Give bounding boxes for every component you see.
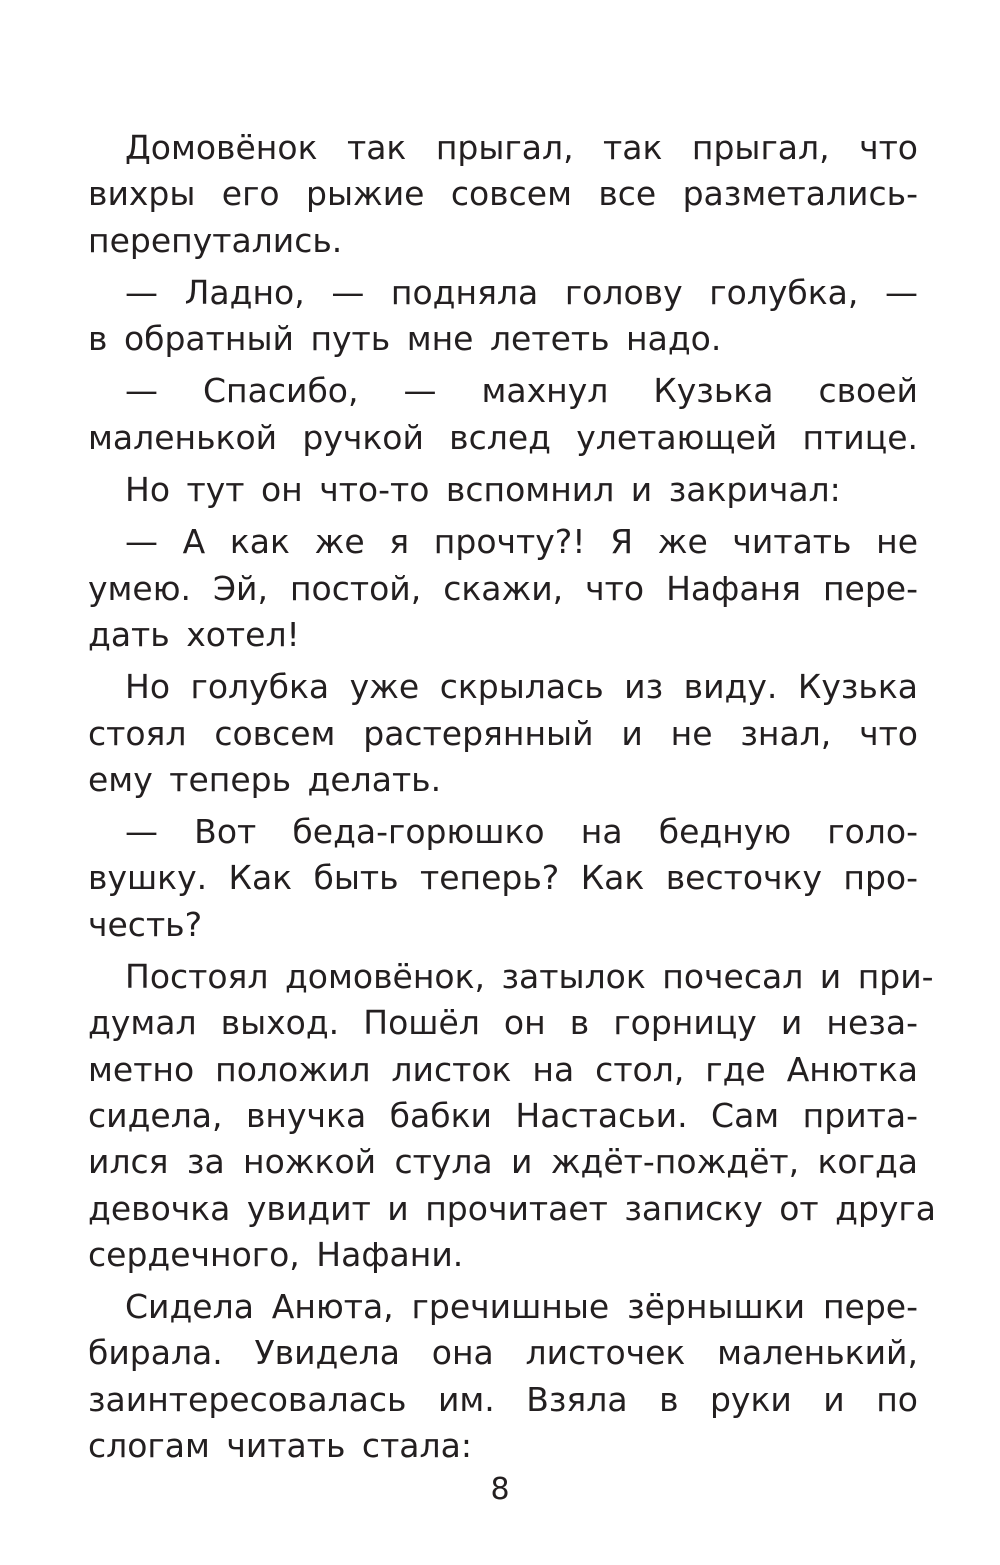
paragraph-4 [88,467,918,513]
text-line: дать хотел! [88,614,300,654]
text-line: в обратный путь мне лететь надо. [88,319,722,359]
text-line: ился за ножкой стула и ждёт-пождёт, когда [88,1142,918,1182]
paragraph-1 [88,125,918,264]
text-line: Сидела Анюта, гречишные зёрнышки пере- [125,1287,918,1327]
text-line: маленькой ручкой вслед улетающей птице. [88,417,918,457]
paragraph-5 [88,519,918,658]
paragraph-7 [88,809,918,948]
text-line: девочка увидит и прочитает записку от друга [88,1188,936,1228]
text-line: Постоял домовёнок, затылок почесал и при- [125,957,934,997]
text-line: — Спасибо, — махнул Кузька своей [125,371,918,411]
page-body [88,125,936,1475]
text-line: — Вот беда-горюшко на бедную голо- [125,812,918,852]
text-line: вушку. Как быть теперь? Как весточку про- [88,858,918,898]
text-line: думал выход. Пошёл он в горницу и неза- [88,1003,918,1043]
text-line: — Ладно, — подняла голову голубка, — [125,272,918,312]
page-number: 8 [490,1472,510,1507]
text-line: Но тут он что-то вспомнил и закричал: [125,470,841,510]
text-line: вихры его рыжие совсем все разметались- [88,174,918,214]
paragraph-8 [88,954,936,1278]
text-line: метно положил листок на стол, где Анютка [88,1049,918,1089]
text-line: умею. Эй, постой, скажи, что Нафаня пере- [88,568,918,608]
text-line: стоял совсем растерянный и не знал, что [88,713,918,753]
text-line: честь? [88,904,203,944]
text-line: бирала. Увидела она листочек маленький, [88,1333,918,1373]
text-line: Домовёнок так прыгал, так прыгал, что [125,128,918,167]
paragraph-9 [88,1284,918,1469]
paragraph-6 [88,664,918,803]
text-line: Но голубка уже скрылась из виду. Кузька [125,667,918,707]
paragraph-3 [88,368,918,461]
text-line: слогам читать стала: [88,1426,472,1466]
text-line: перепутались. [88,220,343,260]
text-line: сидела, внучка бабки Настасьи. Сам прита- [88,1095,918,1135]
text-line: ему теперь делать. [88,759,442,799]
paragraph-2 [88,270,918,363]
text-line: заинтересовалась им. Взяла в руки и по [88,1379,918,1419]
text-line: — А как же я прочту?! Я же читать не [125,522,918,562]
text-line: сердечного, Нафани. [88,1234,464,1274]
